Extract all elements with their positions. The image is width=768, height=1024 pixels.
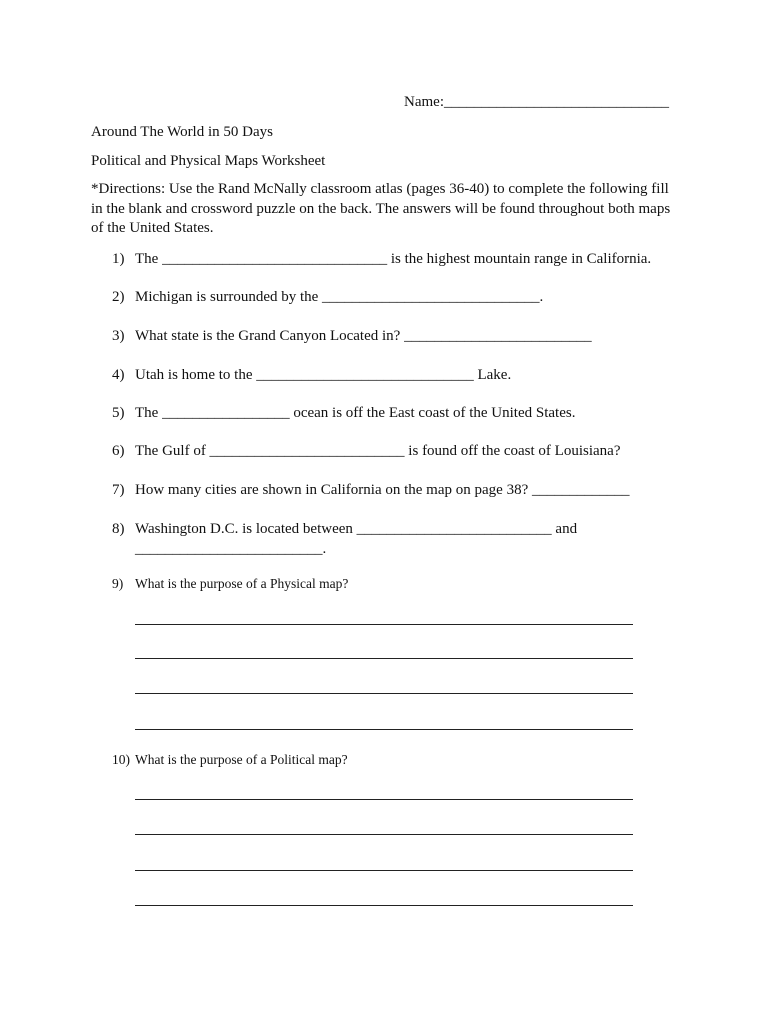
question-number: 8) bbox=[112, 521, 125, 537]
answer-line[interactable] bbox=[135, 834, 633, 835]
question-text: How many cities are shown in California on the map on page 38? _____________ bbox=[135, 482, 630, 498]
question-text: Michigan is surrounded by the _____________________________. bbox=[135, 289, 544, 305]
question-text: The ______________________________ is the highest mountain range in California. bbox=[135, 251, 652, 267]
worksheet-title: Around The World in 50 Days bbox=[91, 124, 273, 140]
question-text: The _________________ ocean is off the East coast of the United States. bbox=[135, 405, 576, 421]
question-text: Washington D.C. is located between __________________________ and bbox=[135, 521, 578, 537]
answer-line[interactable] bbox=[135, 693, 633, 694]
answer-line[interactable] bbox=[135, 658, 633, 659]
question-number: 6) bbox=[112, 443, 125, 459]
answer-line[interactable] bbox=[135, 905, 633, 906]
question-number: 7) bbox=[112, 482, 125, 498]
answer-line[interactable] bbox=[135, 799, 633, 800]
name-field: Name:______________________________ bbox=[404, 94, 669, 110]
worksheet-subtitle: Political and Physical Maps Worksheet bbox=[91, 153, 326, 169]
question-number: 4) bbox=[112, 367, 125, 383]
question-text: What is the purpose of a Physical map? bbox=[135, 576, 349, 591]
question-number: 10) bbox=[112, 752, 130, 767]
question-number: 2) bbox=[112, 289, 125, 305]
question-text-continued: _________________________. bbox=[135, 541, 327, 557]
question-number: 3) bbox=[112, 328, 125, 344]
answer-line[interactable] bbox=[135, 870, 633, 871]
question-number: 9) bbox=[112, 576, 124, 591]
answer-line[interactable] bbox=[135, 624, 633, 625]
answer-line[interactable] bbox=[135, 729, 633, 730]
question-text: What is the purpose of a Political map? bbox=[135, 752, 348, 767]
question-text: The Gulf of __________________________ is found off the coast of Louisiana? bbox=[135, 443, 621, 459]
question-text: What state is the Grand Canyon Located in? _________________________ bbox=[135, 328, 592, 344]
question-text: Utah is home to the _____________________________ Lake. bbox=[135, 367, 512, 383]
question-number: 5) bbox=[112, 405, 125, 421]
question-number: 1) bbox=[112, 251, 125, 267]
directions-paragraph: *Directions: Use the Rand McNally classroom atlas (pages 36-40) to complete the following fill in the blank and crossword puzzle on the back. The answers will be found throughout both maps of the United States. bbox=[91, 181, 671, 237]
